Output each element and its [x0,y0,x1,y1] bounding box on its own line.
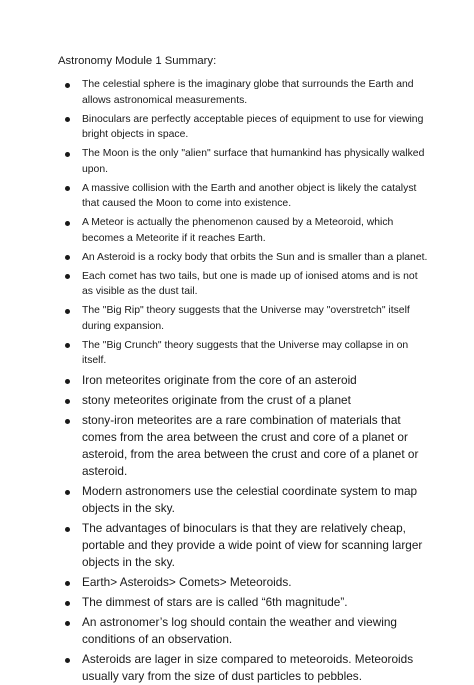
bullet-icon [65,527,70,532]
list-item [58,412,430,480]
list-item [58,303,430,334]
bullet-icon [65,581,70,586]
list-item [58,614,430,648]
list-item [58,574,430,591]
list-item-text: Each comet has two tails, but one is made up of ionised atoms and is not as visible as the dust tail. [82,270,418,297]
document-title: Astronomy Module 1 Summary: [58,55,217,67]
bullet-icon [65,186,70,191]
summary-list [58,77,430,685]
bullet-icon [65,117,70,122]
list-item [58,250,430,266]
bullet-icon [65,601,70,606]
list-item-text: The celestial sphere is the imaginary globe that surrounds the Earth and allows astronomical measurements. [82,79,414,106]
list-item [58,392,430,409]
list-item [58,181,430,212]
bullet-icon [65,399,70,404]
list-item-text: stony meteorites originate from the crust of a planet [82,393,351,407]
list-item [58,112,430,143]
list-item-text: A massive collision with the Earth and another object is likely the catalyst that caused the Moon to come into existence. [82,182,417,209]
list-item-text: An Asteroid is a rocky body that orbits the Sun and is smaller than a planet. [82,251,428,263]
list-item [58,594,430,611]
bullet-icon [65,419,70,424]
list-item [58,520,430,571]
bullet-icon [65,83,70,88]
list-item-text: Modern astronomers use the celestial coordinate system to map objects in the sky. [82,484,418,515]
list-item-text: stony-iron meteorites are a rare combination of materials that comes from the area between the crust and core of a planet or asteroid, from the area between the crust and core of a planet or asteroid. [82,413,419,478]
list-item-text: Iron meteorites originate from the core of an asteroid [82,373,357,387]
bullet-icon [65,309,70,314]
bullet-icon [65,621,70,626]
list-item [58,269,430,300]
list-item [58,651,430,685]
list-item [58,483,430,517]
list-item-text: The "Big Crunch" theory suggests that the Universe may collapse in on itself. [82,339,409,366]
list-item-text: An astronomer’s log should contain the weather and viewing conditions of an observation. [82,615,397,646]
list-item-text: Binoculars are perfectly acceptable pieces of equipment to use for viewing bright objects in space. [82,113,424,140]
list-item [58,215,430,246]
list-item-text: The advantages of binoculars is that they are relatively cheap, portable and they provide a wide point of view for scanning larger objects in the sky. [82,521,423,569]
list-item-text: The Moon is the only "alien" surface that humankind has physically walked upon. [82,148,425,175]
bullet-icon [65,343,70,348]
list-item [58,338,430,369]
bullet-icon [65,221,70,226]
bullet-icon [65,274,70,279]
list-item-text: The dimmest of stars are is called “6th magnitude”. [82,595,348,609]
list-item-text: Asteroids are lager in size compared to meteoroids. Meteoroids usually vary from the size of dust particles to pebbles. [82,652,414,683]
bullet-icon [65,152,70,157]
list-item [58,372,430,389]
list-item [58,77,430,108]
list-item-text: The "Big Rip" theory suggests that the Universe may "overstretch" itself during expansion. [82,305,410,332]
list-item-text: A Meteor is actually the phenomenon caused by a Meteoroid, which becomes a Meteorite if it reaches Earth. [82,217,394,244]
bullet-icon [65,255,70,260]
bullet-icon [65,379,70,384]
list-item [58,146,430,177]
bullet-icon [65,658,70,663]
bullet-icon [65,490,70,495]
list-item-text: Earth> Asteroids> Comets> Meteoroids. [82,575,292,589]
